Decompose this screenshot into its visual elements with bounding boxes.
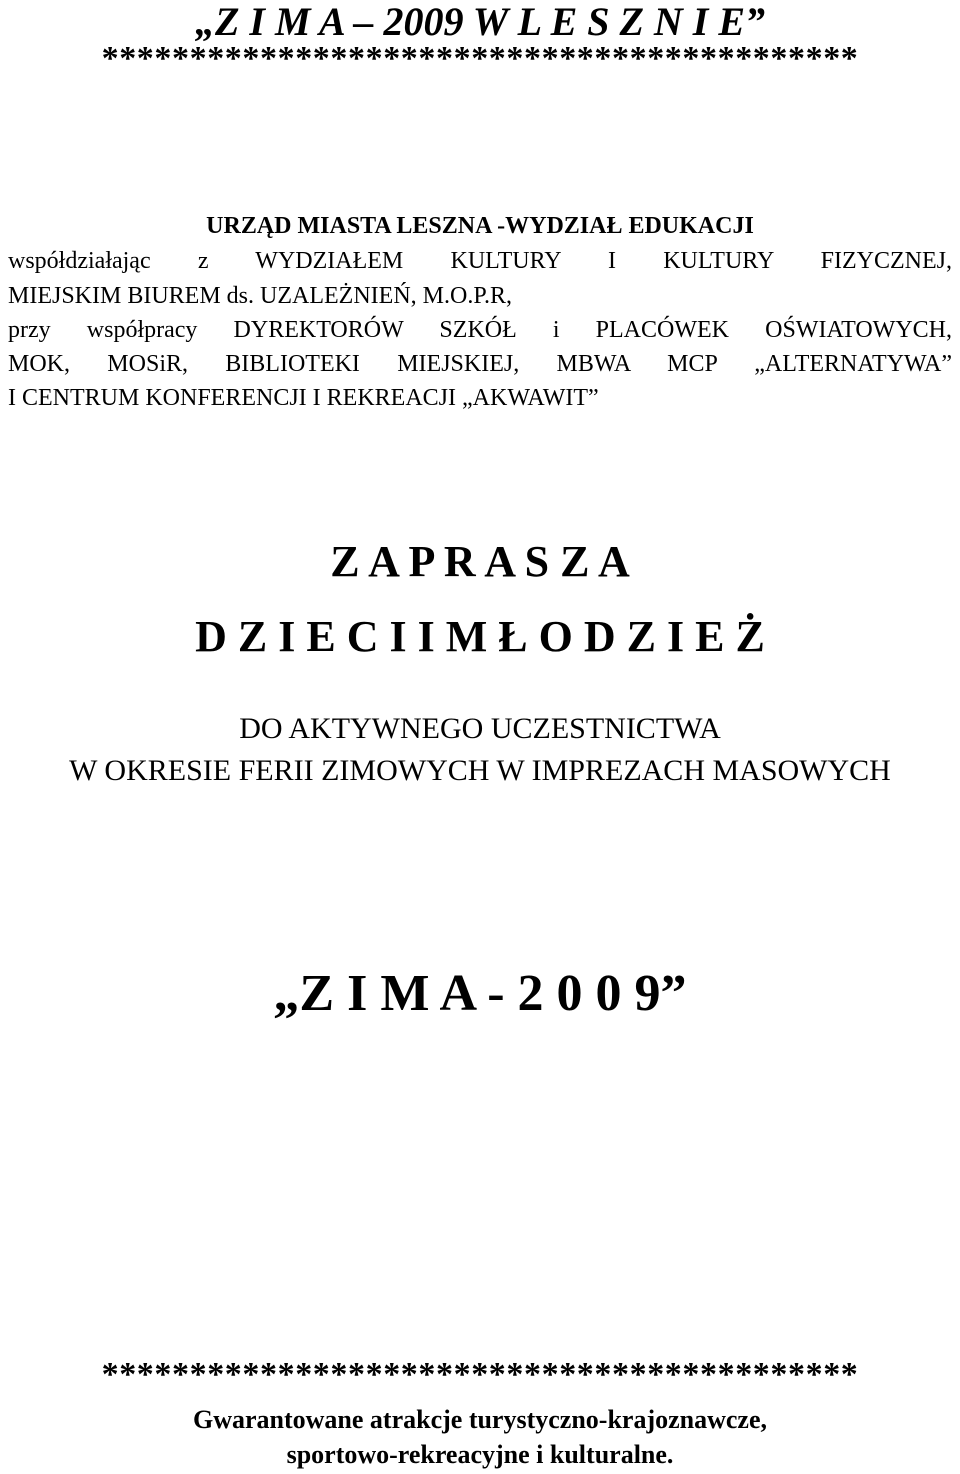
organizer-line-5: MOK, MOSiR, BIBLIOTEKI MIEJSKIEJ, MBWA MCP „ALTERNATYWA”: [8, 351, 952, 377]
purpose-line-2: W OKRESIE FERII ZIMOWYCH W IMPREZACH MASOWYCH: [69, 754, 891, 787]
purpose-line-1: DO AKTYWNEGO UCZESTNICTWA: [239, 712, 721, 745]
invitation-heading: Z A P R A S Z A: [330, 537, 630, 586]
stars-divider-bottom: *******************************************: [101, 1356, 859, 1393]
audience-heading: D Z I E C I I M Ł O D Z I E Ż: [195, 612, 765, 661]
organizer-main: URZĄD MIASTA LESZNA -WYDZIAŁ EDUKACJI: [206, 213, 754, 239]
footer-line-1: Gwarantowane atrakcje turystyczno-krajoznawcze,: [192, 1405, 768, 1434]
organizer-line-2: współdziałając z WYDZIAŁEM KULTURY I KULTURY FIZYCZNEJ,: [8, 248, 952, 274]
document-title: „Z I M A – 2009 W L E S Z N I E”: [194, 0, 766, 44]
organizer-line-6: I CENTRUM KONFERENCJI I REKREACJI „AKWAWIT”: [8, 385, 599, 411]
organizer-line-4: przy współpracy DYREKTORÓW SZKÓŁ i PLACÓWEK OŚWIATOWYCH,: [8, 317, 952, 343]
stars-divider-top: *******************************************: [101, 40, 859, 77]
footer-line-2: sportowo-rekreacyjne i kulturalne.: [286, 1440, 674, 1469]
event-name: „Z I M A - 2 0 0 9”: [273, 965, 687, 1022]
organizer-line-3: MIEJSKIM BIUREM ds. UZALEŻNIEŃ, M.O.P.R,: [8, 283, 513, 309]
